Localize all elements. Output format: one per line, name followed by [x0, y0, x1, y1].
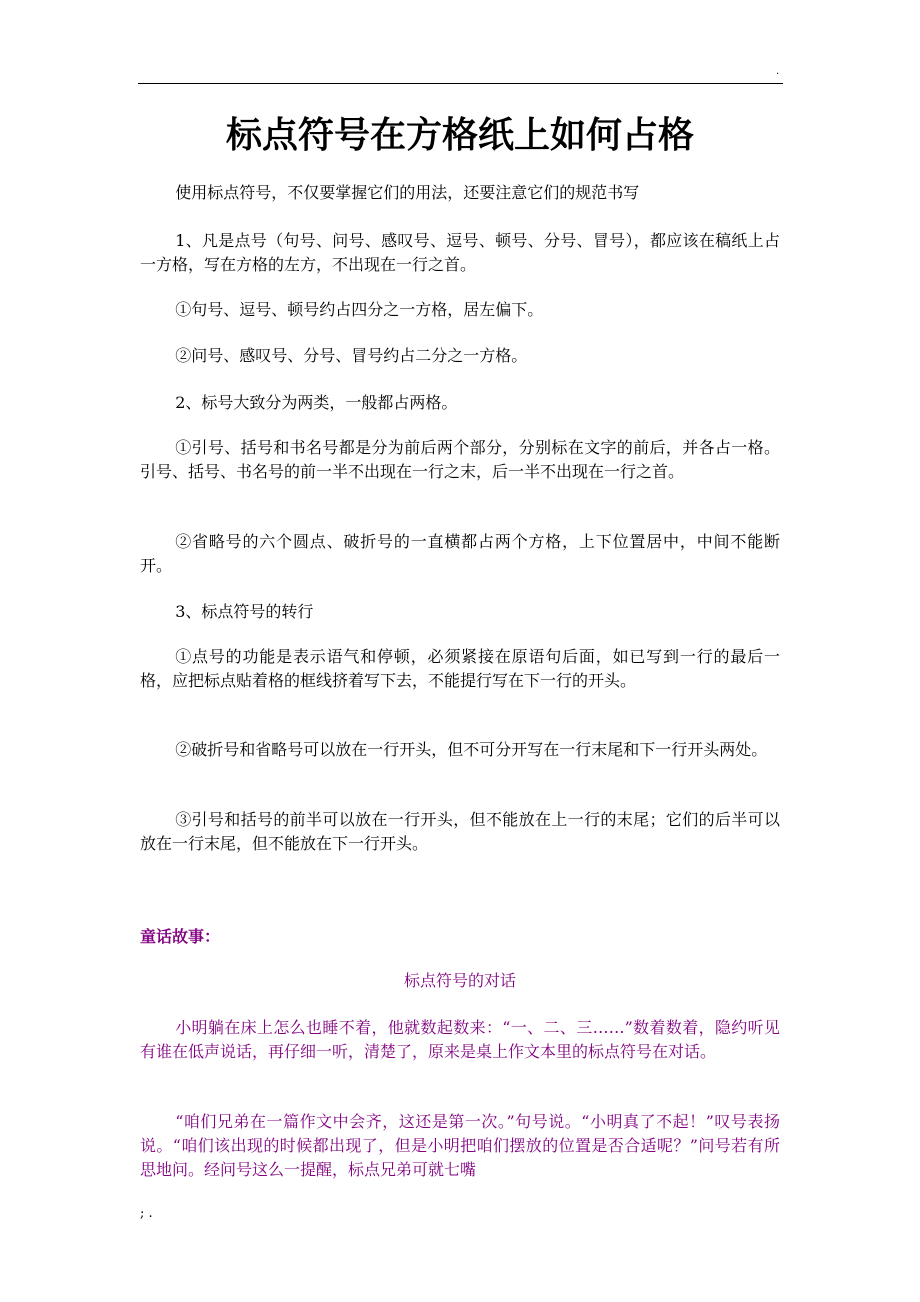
story-paragraph: 小明躺在床上怎么也睡不着，他就数起数来：“一、二、三……”数着数着，隐约听见有谁在低声说话，再仔细一听，清楚了，原来是桌上作文本里的标点符号在对话。	[140, 1018, 780, 1061]
rule-2a-paragraph: ①引号、括号和书名号都是分为前后两个部分，分别标在文字的前后，并各占一格。引号、括号、书名号的前一半不出现在一行之末，后一半不出现在一行之首。	[140, 438, 780, 481]
story-title: 标点符号的对话	[403, 971, 516, 990]
footer-mark: ; .	[140, 1206, 153, 1221]
rule-2b-paragraph: ②省略号的六个圆点、破折号的一直横都占两个方格，上下位置居中，中间不能断开。	[140, 532, 780, 575]
rule-3c-paragraph: ③引号和括号的前半可以放在一行开头，但不能放在上一行的末尾；它们的后半可以放在一行末尾，但不能放在下一行开头。	[140, 810, 780, 853]
rule-3-paragraph: 3、标点符号的转行	[175, 602, 314, 621]
rule-2-paragraph: 2、标号大致分为两类，一般都占两格。	[175, 393, 458, 412]
page-title: 标点符号在方格纸上如何占格	[225, 115, 694, 156]
rule-1b-paragraph: ②问号、感叹号、分号、冒号约占二分之一方格。	[175, 346, 528, 365]
intro-paragraph: 使用标点符号，不仅要掌握它们的用法，还要注意它们的规范书写	[175, 183, 640, 202]
story-paragraph: “咱们兄弟在一篇作文中会齐，这还是第一次。”句号说。“小明真了不起！”叹号表扬说。“咱们该出现的时候都出现了，但是小明把咱们摆放的位置是否合适呢？”问号若有所思地问。经问号这么一提醒，标点兄弟可就七嘴	[140, 1112, 780, 1179]
rule-1-paragraph: 1、凡是点号（句号、问号、感叹号、逗号、顿号、分号、冒号），都应该在稿纸上占一方格，写在方格的左方，不出现在一行之首。	[140, 231, 780, 274]
header-rule	[138, 83, 783, 84]
rule-3a-paragraph: ①点号的功能是表示语气和停顿，必须紧接在原语句后面，如已写到一行的最后一格，应把标点贴着格的框线挤着写下去，不能提行写在下一行的开头。	[140, 647, 780, 690]
rule-3b-paragraph: ②破折号和省略号可以放在一行开头，但不可分开写在一行末尾和下一行开头两处。	[175, 740, 768, 759]
story-label: 童话故事：	[140, 927, 221, 946]
rule-1a-paragraph: ①句号、逗号、顿号约占四分之一方格，居左偏下。	[175, 300, 544, 319]
header-dot: .	[776, 66, 780, 77]
